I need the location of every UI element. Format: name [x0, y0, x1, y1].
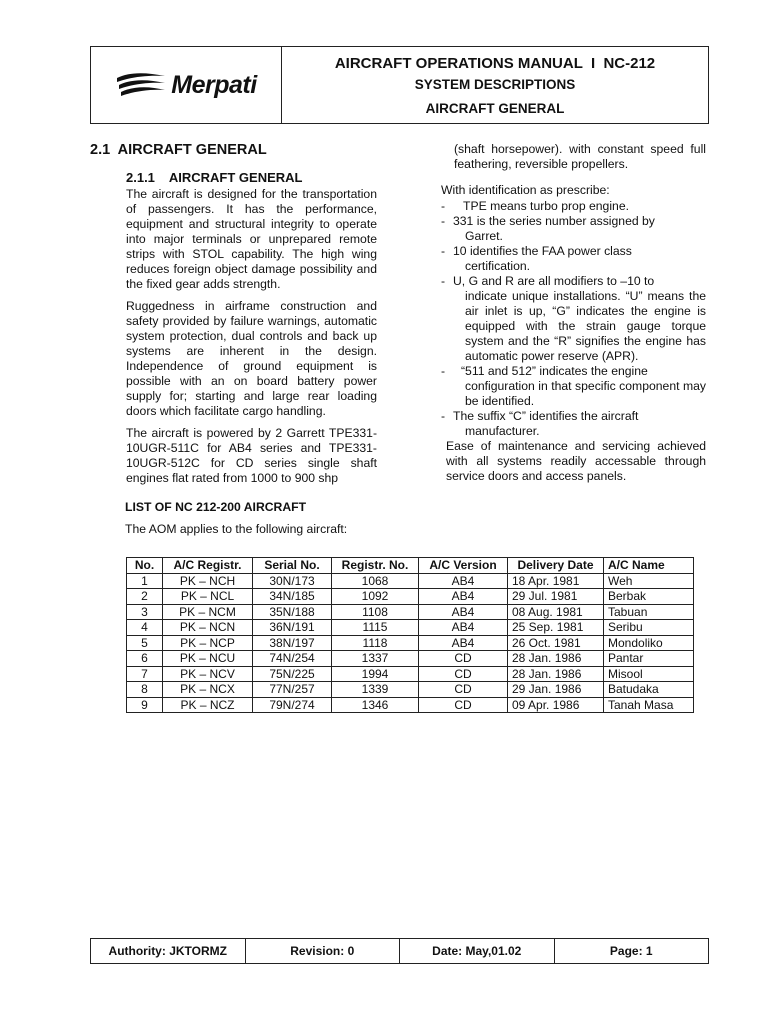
table-cell: 34N/185 [253, 589, 332, 605]
table-cell: 29 Jul. 1981 [508, 589, 604, 605]
paragraph-ruggedness: Ruggedness in airframe construction and safety provided by failure warnings, automatic system protection, dual controls and back up systems are inherent in the design. Independence of ground equipment is possible with an on board battery power supply for; starting and large rear loading doors which facilitate cargo handling. [126, 299, 377, 418]
column-header: Serial No. [253, 558, 332, 574]
table-cell: Tanah Masa [604, 697, 694, 713]
table-cell: PK – NCP [163, 635, 253, 651]
table-cell: Tabuan [604, 604, 694, 620]
list-item: - 331 is the series number assigned by Garret. [441, 214, 655, 243]
paragraph-continuation: (shaft horsepower). with constant speed full feathering, reversible propellers. [454, 142, 706, 171]
table-cell: Batudaka [604, 682, 694, 698]
right-column [441, 142, 706, 484]
left-column [90, 142, 377, 493]
table-cell: Misool [604, 666, 694, 682]
table-cell: PK – NCM [163, 604, 253, 620]
table-cell: 36N/191 [253, 620, 332, 636]
column-header: Registr. No. [332, 558, 419, 574]
table-row [127, 589, 694, 605]
table-cell: PK – NCH [163, 573, 253, 589]
table-cell: 74N/254 [253, 651, 332, 667]
table-cell: 29 Jan. 1986 [508, 682, 604, 698]
table-cell: PK – NCN [163, 620, 253, 636]
table-cell: CD [419, 697, 508, 713]
table-cell: Pantar [604, 651, 694, 667]
list-item: - The suffix “C” identifies the aircraft manufacturer. [441, 409, 639, 438]
table-cell: 1337 [332, 651, 419, 667]
table-cell: 75N/225 [253, 666, 332, 682]
table-cell: 5 [127, 635, 163, 651]
table-cell: AB4 [419, 589, 508, 605]
column-header: Delivery Date [508, 558, 604, 574]
table-cell: 18 Apr. 1981 [508, 573, 604, 589]
table-cell: 28 Jan. 1986 [508, 651, 604, 667]
page-footer [90, 938, 709, 964]
table-cell: 1118 [332, 635, 419, 651]
table-cell: 35N/188 [253, 604, 332, 620]
table-cell: Seribu [604, 620, 694, 636]
table-cell: 2 [127, 589, 163, 605]
aircraft-list-intro: The AOM applies to the following aircraft: [125, 522, 348, 536]
table-cell: AB4 [419, 573, 508, 589]
aircraft-list-title: LIST OF NC 212-200 AIRCRAFT [125, 500, 307, 514]
table-header-row [127, 558, 694, 574]
table-cell: 1115 [332, 620, 419, 636]
table-cell: 7 [127, 666, 163, 682]
manual-subtitle-systems: SYSTEM DESCRIPTIONS [414, 76, 576, 92]
table-row [127, 604, 694, 620]
column-header: A/C Version [419, 558, 508, 574]
table-cell: Weh [604, 573, 694, 589]
table-cell: 1346 [332, 697, 419, 713]
table-cell: 77N/257 [253, 682, 332, 698]
table-cell: 28 Jan. 1986 [508, 666, 604, 682]
table-cell: CD [419, 651, 508, 667]
table-cell: 30N/173 [253, 573, 332, 589]
aircraft-table [126, 557, 694, 713]
subsection-heading: 2.1.1 AIRCRAFT GENERAL [126, 170, 303, 185]
table-cell: 6 [127, 651, 163, 667]
title-cell [282, 47, 708, 123]
aircraft-list-section [125, 500, 715, 536]
table-cell: 1994 [332, 666, 419, 682]
table-cell: PK – NCV [163, 666, 253, 682]
table-cell: 09 Apr. 1986 [508, 697, 604, 713]
table-row [127, 666, 694, 682]
table-cell: 8 [127, 682, 163, 698]
paragraph-powerplant: The aircraft is powered by 2 Garrett TPE331-10UGR-511C for AB4 series and TPE331-10UGR-512C for CD series single shaft engines flat rated from 1000 to 900 shp [126, 426, 377, 485]
section-heading: 2.1 AIRCRAFT GENERAL [90, 142, 267, 158]
footer-date: Date: May,01.02 [400, 939, 555, 963]
table-cell: 25 Sep. 1981 [508, 620, 604, 636]
table-cell: 4 [127, 620, 163, 636]
table-cell: 1092 [332, 589, 419, 605]
page-header [90, 46, 709, 124]
table-cell: AB4 [419, 635, 508, 651]
logo-cell [91, 47, 282, 123]
table-row [127, 620, 694, 636]
table-cell: 1108 [332, 604, 419, 620]
table-cell: Berbak [604, 589, 694, 605]
table-cell: 1339 [332, 682, 419, 698]
list-item: - TPE means turbo prop engine. [441, 199, 629, 213]
paragraph-design: The aircraft is designed for the transportation of passengers. It has the performance, equipment and structural integrity to operate into major terminals or unprepared remote strips with STOL capability. The high wing reduces foreign object damage possibility and the fixed gear adds strength. [126, 187, 377, 291]
table-row [127, 697, 694, 713]
table-cell: AB4 [419, 604, 508, 620]
column-header: A/C Registr. [163, 558, 253, 574]
table-row [127, 573, 694, 589]
list-item: - U, G and R are all modifiers to –10 to indicate unique installations. “U” means the air inlet is up, “G” indicates the engine is equipped with the strain gauge torque system and the “R” signifies the engine has automatic power reserve (APR). [441, 274, 706, 363]
table-cell: CD [419, 682, 508, 698]
manual-title: AIRCRAFT OPERATIONS MANUAL I NC-212 [334, 54, 656, 72]
list-item: - 10 identifies the FAA power class certification. [441, 244, 632, 273]
aircraft-table-body [127, 573, 694, 713]
column-header: A/C Name [604, 558, 694, 574]
table-cell: PK – NCX [163, 682, 253, 698]
column-header: No. [127, 558, 163, 574]
table-cell: 08 Aug. 1981 [508, 604, 604, 620]
table-row [127, 682, 694, 698]
table-cell: 38N/197 [253, 635, 332, 651]
table-cell: AB4 [419, 620, 508, 636]
paragraph-maintenance: Ease of maintenance and servicing achieved with all systems readily accessable through service doors and access panels. [446, 439, 706, 483]
identification-intro: With identification as prescribe: [441, 183, 610, 197]
table-cell: Mondoliko [604, 635, 694, 651]
manual-subtitle-general: AIRCRAFT GENERAL [425, 100, 565, 116]
footer-page: Page: 1 [609, 944, 653, 958]
table-cell: 26 Oct. 1981 [508, 635, 604, 651]
identification-list [441, 199, 706, 439]
table-cell: PK – NCZ [163, 697, 253, 713]
table-cell: PK – NCU [163, 651, 253, 667]
table-cell: 79N/274 [253, 697, 332, 713]
footer-revision: Revision: 0 [246, 939, 401, 963]
table-cell: 1068 [332, 573, 419, 589]
list-item: - “511 and 512” indicates the engine configuration in that specific component may be identified. [441, 364, 706, 408]
logo-text: Merpati [171, 70, 257, 99]
footer-authority: Authority: JKTORMZ [91, 939, 246, 963]
table-cell: 3 [127, 604, 163, 620]
table-cell: 1 [127, 573, 163, 589]
table-row [127, 635, 694, 651]
table-cell: CD [419, 666, 508, 682]
merpati-wing-icon [115, 70, 167, 100]
merpati-logo [115, 70, 256, 100]
table-cell: 9 [127, 697, 163, 713]
table-cell: PK – NCL [163, 589, 253, 605]
table-row [127, 651, 694, 667]
